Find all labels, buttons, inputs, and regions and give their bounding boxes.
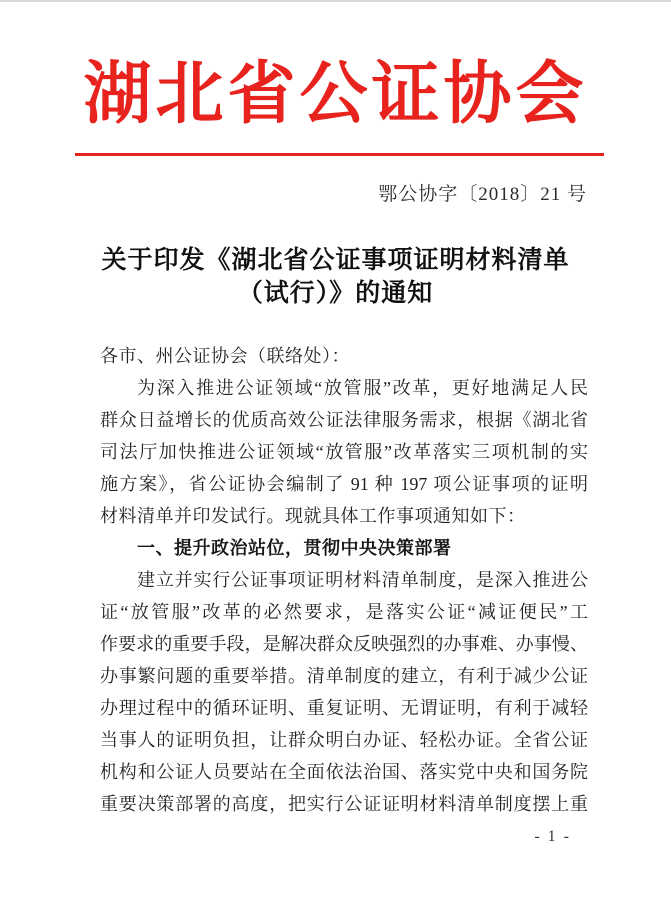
masthead-title: 湖北省公证协会 — [83, 56, 588, 132]
text-line: 作要求的重要手段，是解决群众反映强烈的办事难、办事慢、 — [100, 634, 588, 654]
text-line: 办理过程中的循环证明、重复证明、无谓证明，有利于减轻 — [100, 698, 588, 718]
text-line: 办事繁问题的重要举措。清单制度的建立，有利于减少公证 — [100, 666, 588, 686]
notice-title — [0, 244, 671, 310]
red-divider-rule — [75, 153, 604, 156]
document-header — [0, 52, 671, 206]
text-line: 司法厅加快推进公证领域“放管服”改革落实三项机制的实 — [100, 442, 588, 462]
text-line: 为深入推进公证领域“放管服”改革，更好地满足人民 — [137, 378, 588, 398]
notice-title-line2: （试行）》的通知 — [237, 280, 434, 307]
notice-title-line1: 关于印发《湖北省公证事项证明材料清单 — [101, 247, 570, 274]
document-body — [100, 340, 588, 820]
text-line: 重要决策部署的高度，把实行公证证明材料清单制度摆上重 — [100, 794, 588, 814]
text-line: 当事人的证明负担，让群众明白办证、轻松办证。全省公证 — [100, 730, 588, 750]
text-line: 群众日益增长的优质高效公证法律服务需求，根据《湖北省 — [100, 410, 588, 430]
text-line: 各市、州公证协会（联络处）： — [100, 346, 350, 366]
page-number: - 1 - — [534, 828, 571, 845]
text-line: 建立并实行公证事项证明材料清单制度，是深入推进公 — [137, 570, 588, 590]
text-line: 一、提升政治站位，贯彻中央决策部署 — [137, 538, 452, 558]
scan-edge — [0, 0, 671, 2]
text-line: 证“放管服”改革的必然要求，是落实公证“减证便民”工 — [100, 602, 588, 622]
text-line: 施方案》，省公证协会编制了 91 种 197 项公证事项的证明 — [100, 474, 588, 494]
document-reference-number: 鄂公协字〔2018〕21 号 — [378, 184, 587, 205]
text-line: 机构和公证人员要站在全面依法治国、落实党中央和国务院 — [100, 762, 588, 782]
document-main — [0, 244, 671, 820]
text-line: 材料清单并印发试行。现就具体工作事项通知如下： — [100, 506, 526, 526]
